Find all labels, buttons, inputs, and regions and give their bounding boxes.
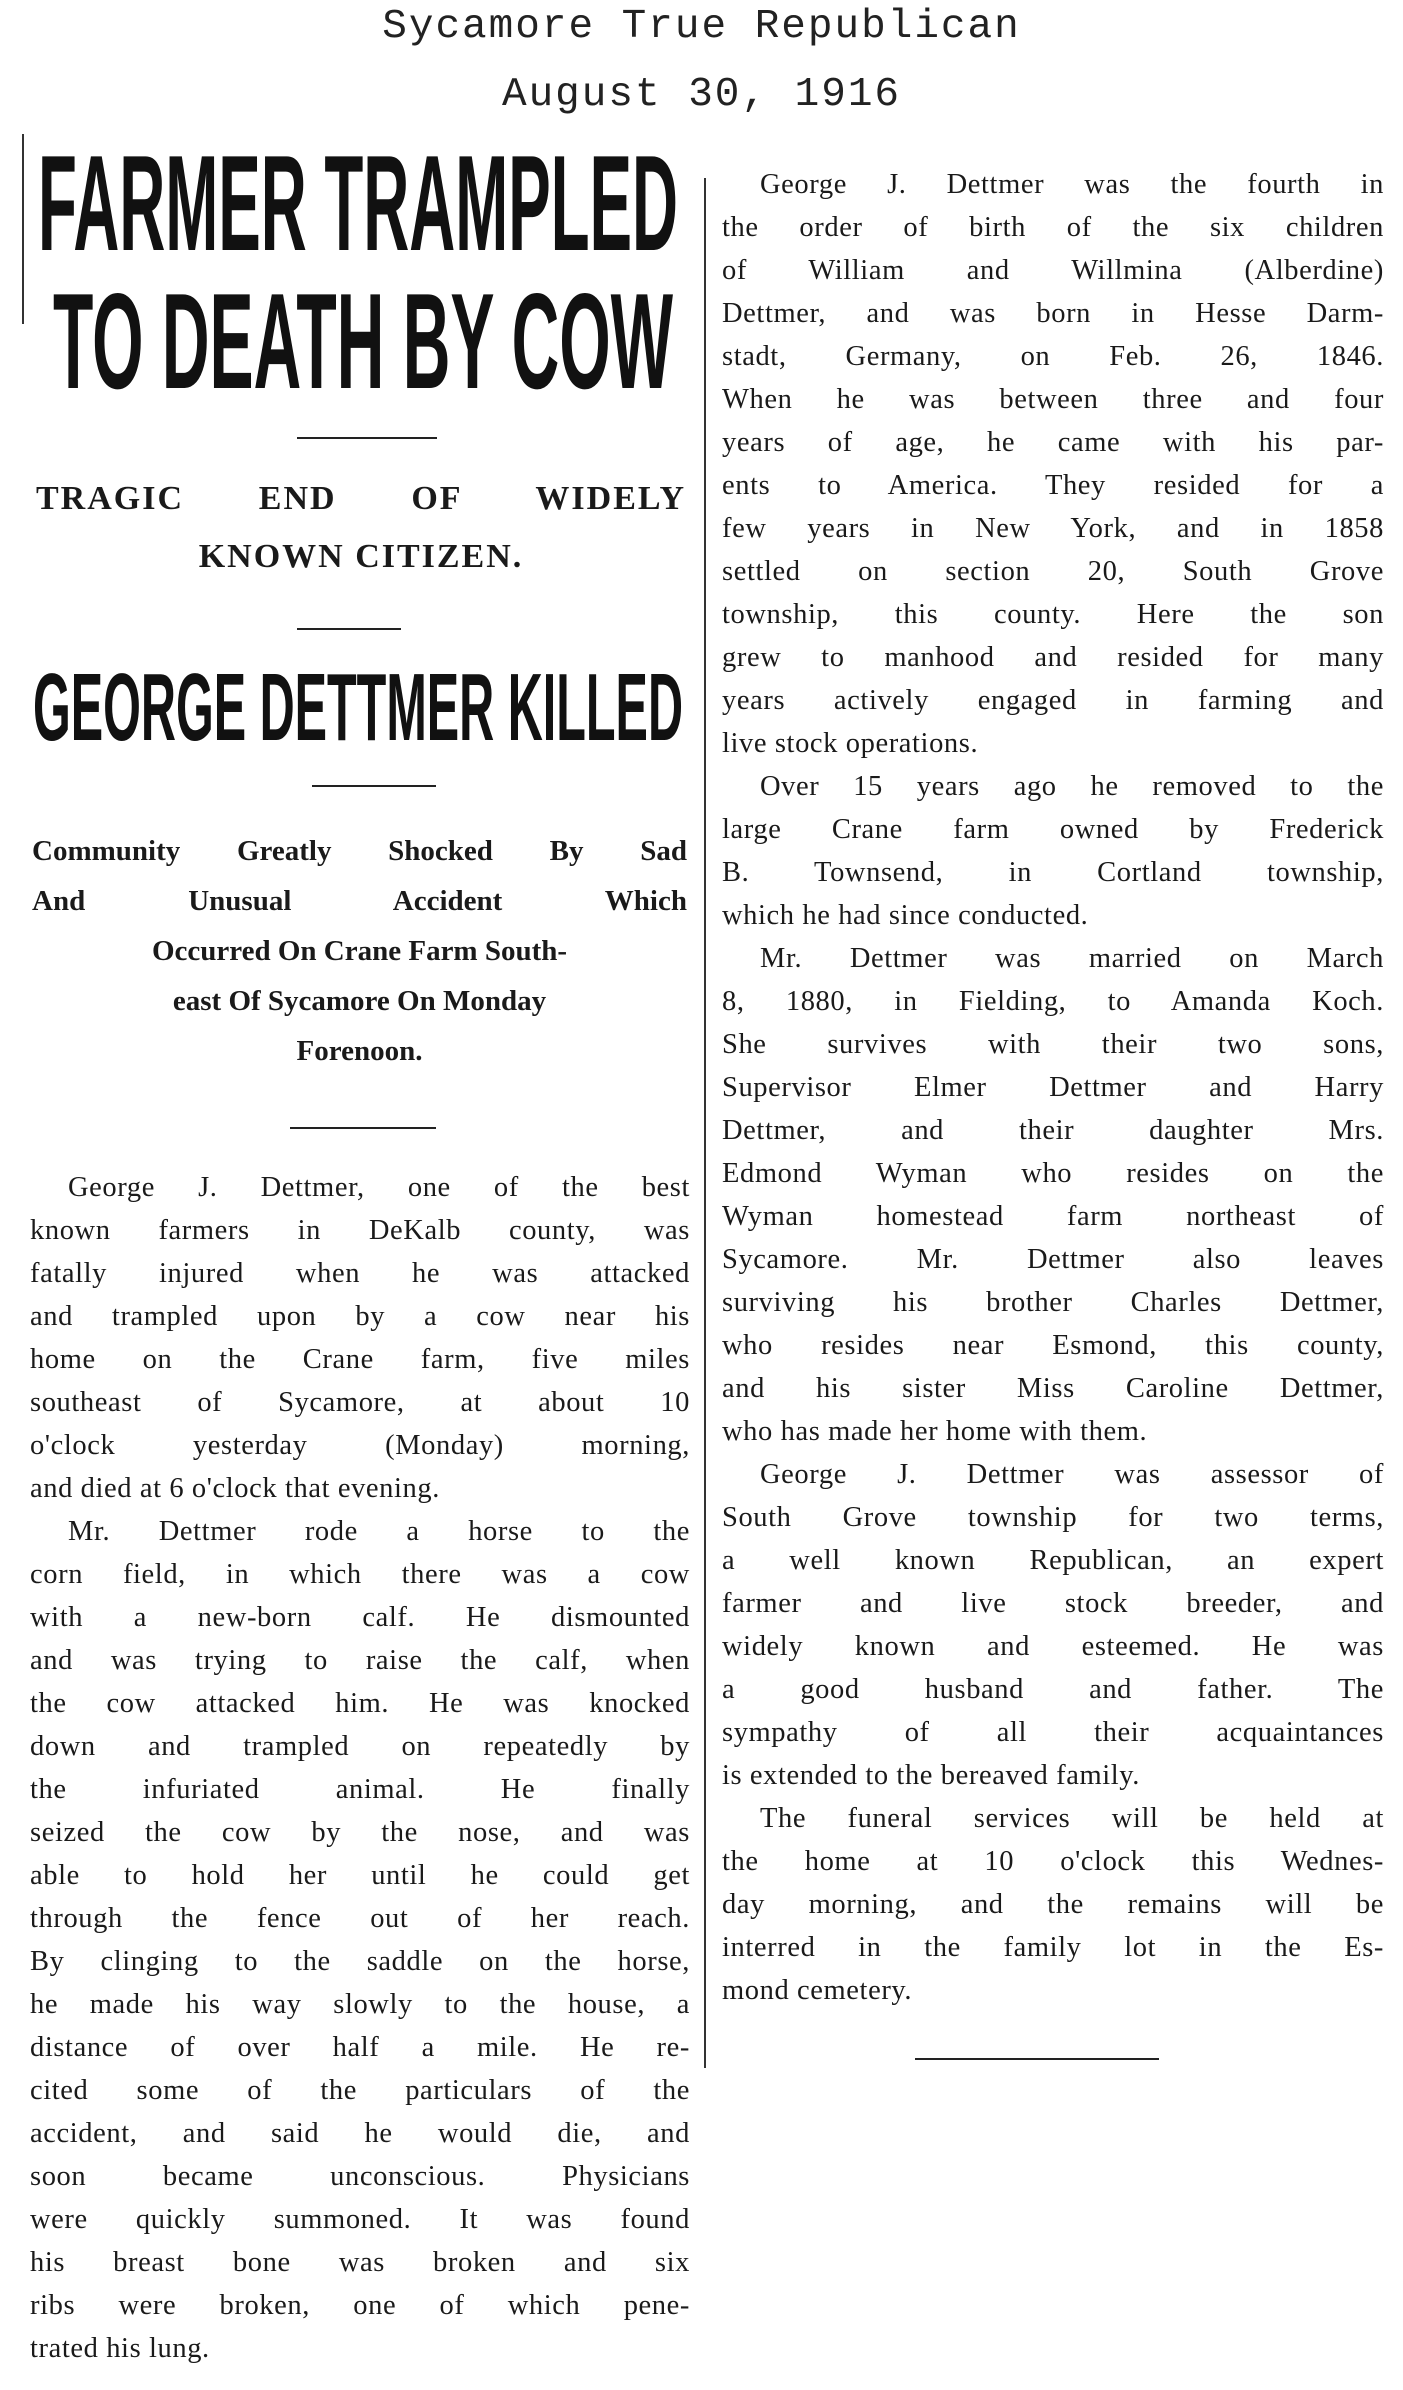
text-line: southeast of Sycamore, at about 10 [30, 1387, 690, 1418]
text-line: and his sister Miss Caroline Dettmer, [722, 1373, 1384, 1404]
text-line: stadt, Germany, on Feb. 26, 1846. [722, 341, 1384, 372]
text-line: Dettmer, and their daughter Mrs. [722, 1115, 1384, 1146]
text-line: Wyman homestead farm northeast of [722, 1201, 1384, 1232]
text-line: Supervisor Elmer Dettmer and Harry [722, 1072, 1384, 1103]
text-line: o'clock yesterday (Monday) morning, [30, 1430, 690, 1461]
publication-date: August 30, 1916 [501, 72, 902, 118]
headline-line-1 [23, 146, 693, 258]
text-line: seized the cow by the nose, and was [30, 1817, 690, 1848]
text-line: years of age, he came with his par- [722, 427, 1384, 458]
article-paragraph [722, 1797, 1384, 2012]
text-line: sympathy of all their acquaintances [722, 1717, 1384, 1748]
second-headline [23, 664, 693, 746]
text-line: large Crane farm owned by Frederick [722, 814, 1384, 845]
section-rule [297, 628, 401, 630]
text-line: the cow attacked him. He was knocked [30, 1688, 690, 1719]
text-line: B. Townsend, in Cortland township, [722, 857, 1384, 888]
text-line: with a new-born calf. He dismounted [30, 1602, 690, 1633]
subheadline-line: TRAGIC END OF WIDELY [36, 480, 686, 517]
text-line: few years in New York, and in 1858 [722, 513, 1384, 544]
text-line: South Grove township for two terms, [722, 1502, 1384, 1533]
text-line: She survives with their two sons, [722, 1029, 1384, 1060]
text-line: farmer and live stock breeder, and [722, 1588, 1384, 1619]
text-line: and was trying to raise the calf, when [30, 1645, 690, 1676]
text-line: George J. Dettmer, one of the best [68, 1172, 690, 1203]
text-line: the home at 10 o'clock this Wednes- [722, 1846, 1384, 1877]
text-line: the infuriated animal. He finally [30, 1774, 690, 1805]
deck-line: Occurred On Crane Farm South- [151, 935, 568, 967]
text-line: settled on section 20, South Grove [722, 556, 1384, 587]
text-line: live stock operations. [722, 728, 979, 759]
column-divider-rule [704, 178, 706, 2068]
text-line: George J. Dettmer was assessor of [760, 1459, 1384, 1490]
left-article-column [30, 1166, 690, 2370]
deck-line: east Of Sycamore On Monday [172, 985, 547, 1017]
text-line: George J. Dettmer was the fourth in [760, 169, 1384, 200]
text-line: accident, and said he would die, and [30, 2118, 690, 2149]
text-line: home on the Crane farm, five miles [30, 1344, 690, 1375]
deck-line: Forenoon. [296, 1035, 423, 1067]
article-paragraph [722, 937, 1384, 1453]
end-rule [915, 2058, 1159, 2060]
text-line: through the fence out of her reach. [30, 1903, 690, 1934]
text-line: day morning, and the remains will be [722, 1889, 1384, 1920]
text-line: the order of birth of the six children [722, 212, 1384, 243]
text-line: down and trampled on repeatedly by [30, 1731, 690, 1762]
deck-line: And Unusual Accident Which [32, 885, 687, 917]
text-line: distance of over half a mile. He re- [30, 2032, 690, 2063]
text-line: Dettmer, and was born in Hesse Darm- [722, 298, 1384, 329]
newspaper-name: Sycamore True Republican [382, 4, 1021, 50]
text-line: ribs were broken, one of which pene- [30, 2290, 690, 2321]
text-line: ents to America. They resided for a [722, 470, 1384, 501]
deck-line: Community Greatly Shocked By Sad [32, 835, 687, 867]
text-line: corn field, in which there was a cow [30, 1559, 690, 1590]
article-paragraph [722, 163, 1384, 765]
text-line: By clinging to the saddle on the horse, [30, 1946, 690, 1977]
text-line: widely known and esteemed. He was [722, 1631, 1384, 1662]
text-line: 8, 1880, in Fielding, to Amanda Koch. [722, 986, 1384, 1017]
text-line: Sycamore. Mr. Dettmer also leaves [722, 1244, 1384, 1275]
text-line: years actively engaged in farming and [722, 685, 1384, 716]
text-line: who has made her home with them. [722, 1416, 1148, 1447]
text-line: his breast bone was broken and six [30, 2247, 690, 2278]
right-article-column [722, 163, 1384, 2012]
text-line: Edmond Wyman who resides on the [722, 1158, 1384, 1189]
text-line: a well known Republican, an expert [722, 1545, 1384, 1576]
subheadline-line: KNOWN CITIZEN. [198, 538, 524, 575]
deck [32, 826, 687, 1076]
text-line: interred in the family lot in the Es- [722, 1932, 1384, 1963]
text-line: Mr. Dettmer was married on March [760, 943, 1384, 974]
article-paragraph [722, 1453, 1384, 1797]
text-line: were quickly summoned. It was found [30, 2204, 690, 2235]
section-rule [297, 437, 437, 439]
text-line: is extended to the bereaved family. [722, 1760, 1140, 1791]
text-line: who resides near Esmond, this county, [722, 1330, 1384, 1361]
text-line: of William and Willmina (Alberdine) [722, 255, 1384, 286]
text-line: he made his way slowly to the house, a [30, 1989, 690, 2020]
text-line: cited some of the particulars of the [30, 2075, 690, 2106]
text-line: trated his lung. [30, 2333, 210, 2364]
text-line: and died at 6 o'clock that evening. [30, 1473, 440, 1504]
text-line: Mr. Dettmer rode a horse to the [68, 1516, 690, 1547]
text-line: mond cemetery. [722, 1975, 913, 2006]
headline-line-1-text: FARMER TRAMPLED [38, 146, 678, 258]
article-paragraph [722, 765, 1384, 937]
text-line: township, this county. Here the son [722, 599, 1384, 630]
text-line: and trampled upon by a cow near his [30, 1301, 690, 1332]
section-rule [290, 1127, 436, 1129]
text-line: which he had since conducted. [722, 900, 1089, 931]
text-line: The funeral services will be held at [760, 1803, 1384, 1834]
headline-line-2-text: TO DEATH BY COW [53, 284, 674, 396]
text-line: fatally injured when he was attacked [30, 1258, 690, 1289]
headline-line-2 [23, 284, 693, 396]
article-paragraph [30, 1166, 690, 1510]
subheadline [36, 470, 686, 586]
text-line: When he was between three and four [722, 384, 1384, 415]
text-line: surviving his brother Charles Dettmer, [722, 1287, 1384, 1318]
second-headline-text: GEORGE DETTMER KILLED [33, 664, 683, 746]
text-line: a good husband and father. The [722, 1674, 1384, 1705]
text-line: Over 15 years ago he removed to the [760, 771, 1384, 802]
text-line: grew to manhood and resided for many [722, 642, 1384, 673]
text-line: known farmers in DeKalb county, was [30, 1215, 690, 1246]
text-line: able to hold her until he could get [30, 1860, 690, 1891]
text-line: soon became unconscious. Physicians [30, 2161, 690, 2192]
section-rule [312, 785, 436, 787]
article-paragraph [30, 1510, 690, 2370]
